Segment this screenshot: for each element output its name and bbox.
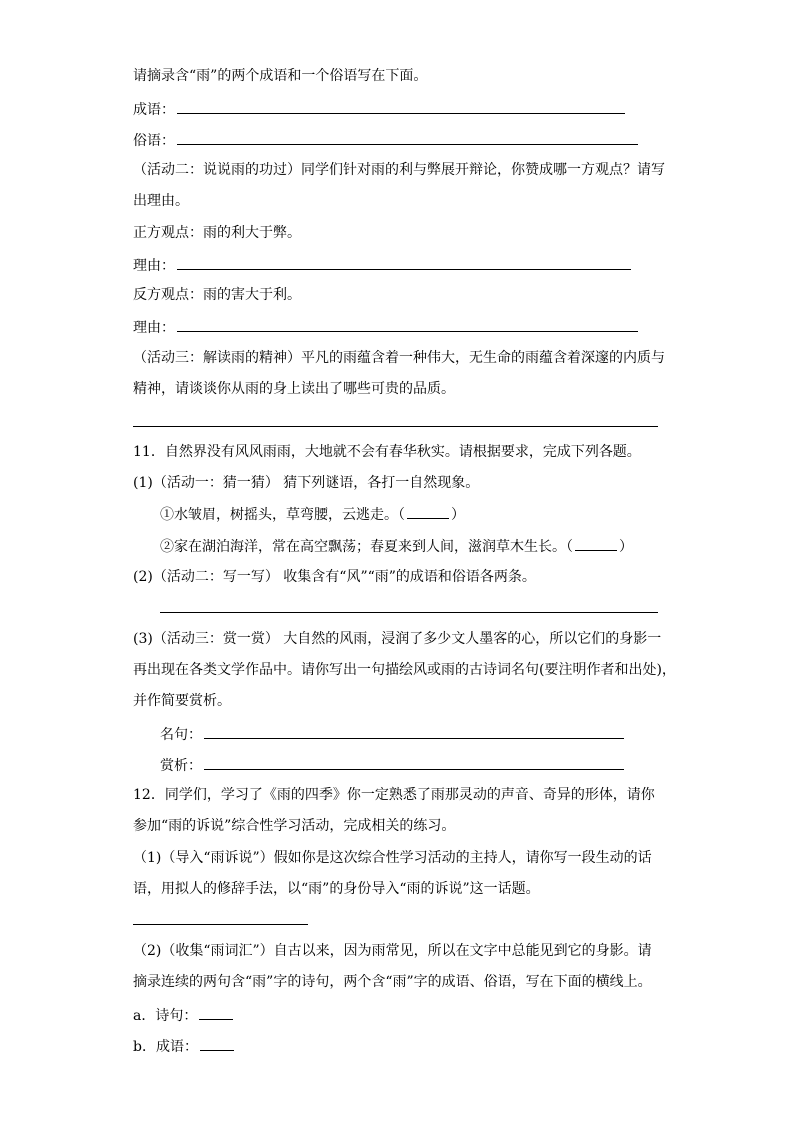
q11-part3-prompt-line2: 再出现在各类文学作品中。请你写出一句描绘风或雨的古诗词名句(要注明作者和出处)， [133, 662, 676, 678]
pro-reason-line[interactable] [177, 255, 631, 270]
instruction-excerpt: 请摘录含“雨”的两个成语和一个俗语写在下面。 [133, 68, 428, 84]
q12-part2-prompt-line2: 摘录连续的两句含“雨”字的诗句，两个含“雨”字的成语、俗语，写在下面的横线上。 [133, 974, 652, 990]
poem-line-blank[interactable] [199, 1005, 233, 1020]
q12-part1-prompt-line2: 语，用拟人的修辞手法，以“雨”的身份导入“雨的诉说”这一话题。 [133, 881, 540, 897]
q11-part2-answer-line[interactable] [160, 612, 658, 613]
q12-part1-answer-line[interactable] [133, 924, 308, 925]
idiom-label: 成语： [133, 102, 175, 118]
idiom-answer-row [133, 99, 625, 119]
activity-two-prompt-line2: 出理由。 [133, 193, 189, 209]
famous-line-row [160, 724, 624, 744]
proverb-answer-row [133, 130, 638, 150]
pro-viewpoint: 正方观点：雨的利大于弊。 [133, 225, 301, 241]
idiom-b-row [133, 1036, 234, 1056]
idiom-answer-line[interactable] [177, 99, 625, 114]
spirit-answer-line[interactable] [133, 426, 658, 427]
pro-reason-row [133, 255, 631, 275]
question-12-stem-line2: 参加“雨的诉说”综合性学习活动，完成相关的练习。 [133, 818, 456, 834]
riddle-2-text: ②家在湖泊海洋，常在高空飘荡；春夏来到人间，滋润草木生长。（ [160, 539, 573, 555]
famous-line-label: 名句： [160, 727, 202, 743]
riddle-2-blank[interactable] [575, 537, 617, 551]
question-12-stem-line1: 12．同学们，学习了《雨的四季》你一定熟悉了雨那灵动的声音、奇异的形体，请你 [133, 787, 655, 803]
q12-part1-prompt-line1: （1)（导入“雨诉说”）假如你是这次综合性学习活动的主持人，请你写一段生动的话 [133, 850, 652, 866]
con-reason-line[interactable] [177, 317, 638, 332]
question-11-stem: 11．自然界没有风风雨雨，大地就不会有春华秋实。请根据要求，完成下列各题。 [133, 444, 641, 460]
activity-three-prompt-line2: 精神，请谈谈你从雨的身上读出了哪些可贵的品质。 [133, 381, 455, 397]
riddle-1-close: ） [451, 507, 465, 523]
activity-three-prompt-line1: （活动三：解读雨的精神）平凡的雨蕴含着一种伟大，无生命的雨蕴含着深邃的内质与 [133, 350, 665, 366]
riddle-1-row [160, 505, 465, 525]
q11-part2-prompt: (2)（活动二：写一写） 收集含有“风”“雨”的成语和俗语各两条。 [133, 569, 536, 585]
q11-part3-prompt-line3: 并作简要赏析。 [133, 693, 231, 709]
appreciation-answer-line[interactable] [204, 755, 624, 770]
proverb-answer-line[interactable] [177, 130, 638, 145]
q11-part3-prompt-line1: (3)（活动三：赏一赏） 大自然的风雨，浸润了多少文人墨客的心，所以它们的身影一 [133, 631, 662, 647]
con-reason-label: 理由： [133, 320, 175, 336]
riddle-2-close: ） [619, 539, 633, 555]
idiom-b-label: b．成语： [133, 1039, 198, 1055]
q12-part2-prompt-line1: （2)（收集“雨词汇”）自古以来，因为雨常见，所以在文字中总能见到它的身影。请 [133, 943, 652, 959]
poem-line-row [133, 1005, 233, 1025]
pro-reason-label: 理由： [133, 258, 175, 274]
riddle-1-text: ①水皱眉，树摇头，草弯腰，云逃走。（ [160, 507, 405, 523]
poem-line-label: a．诗句： [133, 1008, 198, 1024]
appreciation-row [160, 755, 624, 775]
famous-line-answer-line[interactable] [204, 724, 624, 739]
activity-two-prompt-line1: （活动二：说说雨的功过）同学们针对雨的利与弊展开辩论，你赞成哪一方观点？请写 [133, 162, 665, 178]
riddle-2-row [160, 537, 633, 557]
riddle-1-blank[interactable] [407, 505, 449, 519]
con-reason-row [133, 317, 638, 337]
proverb-label: 俗语： [133, 133, 175, 149]
idiom-b-blank[interactable] [200, 1036, 234, 1051]
con-viewpoint: 反方观点：雨的害大于利。 [133, 287, 301, 303]
appreciation-label: 赏析： [160, 758, 202, 774]
q11-part1-prompt: (1)（活动一：猜一猜） 猜下列谜语，各打一自然现象。 [133, 475, 480, 491]
